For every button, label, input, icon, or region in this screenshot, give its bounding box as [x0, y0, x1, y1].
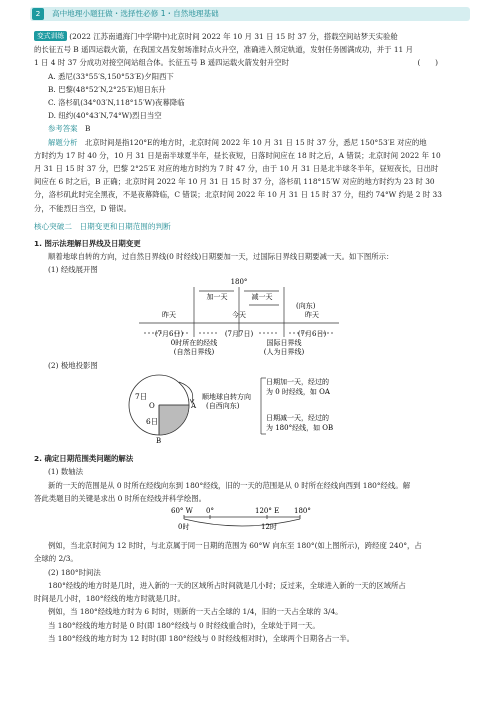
polar-right-4: 为 180°经线，如 OB	[266, 424, 334, 433]
fig1-day3b: (7月6日)	[297, 329, 327, 338]
answer-value: B	[84, 124, 91, 134]
polar-mid-2: (自西向东)	[206, 402, 240, 411]
polar-b: B	[156, 437, 162, 445]
option-a: A. 悉尼(33°55′S,150°53′E)夕阳西下	[48, 71, 174, 81]
page-content	[34, 30, 458, 645]
heading-2: 2. 确定日期范围类问题的解法	[34, 454, 134, 464]
polar-o: O	[149, 402, 155, 411]
analysis-text-4: 间应在 6 时之后，B 正确；北京时间 2022 年 10 月 31 日 15 时 37 分，洛杉矶 118°15′W 对应的地方时约为 23 时 30	[34, 177, 435, 187]
para-3a: 例如，当北京时间为 12 时时，与北京属于同一日期的范围为 60°W 向东至 180°(如上图所示)，跨经度 240°，占	[48, 541, 422, 551]
exercise-stem-2: 的长征五号 B 遥四运载火箭，在我国文昌发射场准时点火升空，准确进入预定轨道，发射任务圆满成功，并于 11 月	[34, 45, 413, 55]
axis-60w: 60° W	[171, 507, 193, 516]
fig1-label2: 国际日界线	[266, 338, 302, 347]
page-number-badge: 2	[32, 8, 44, 20]
header-title: 高中地理小题狂做・选择性必修 1・自然地理基础	[52, 9, 219, 18]
exercise-stem-3-line	[34, 56, 458, 69]
polar-diagram	[34, 372, 458, 444]
fig1-plus-label: 加一天	[206, 292, 228, 301]
exercise-stem	[34, 30, 458, 43]
analysis-text-2: 方时约为 17 时 40 分，10 月 31 日是南半球夏半年，昼长夜短，日落时间应在 18 时之后，A 错误；北京时间 2022 年 10	[34, 150, 441, 160]
subheading-2: (2) 极地投影图	[48, 360, 98, 370]
option-c: C. 洛杉矶(34°03′N,118°15′W)夜幕降临	[48, 98, 185, 108]
para-2a: 新的一天的范围是从 0 时所在经线向东到 180°经线，旧的一天的范围是从 0 时所在经线向西到 180°经线。解	[48, 480, 411, 490]
subheading-4: (2) 180°时间法	[48, 567, 101, 577]
axis-120e: 120° E	[255, 507, 280, 516]
number-line-diagram	[34, 505, 458, 535]
para-2b: 答此类题目的关键是求出 0 时所在经线并科学绘图。	[34, 493, 206, 503]
fig1-minus-label: 减一天	[251, 292, 273, 301]
fig1-day3: 昨天	[305, 310, 319, 319]
fig1-day1: 昨天	[162, 310, 176, 319]
analysis-text-6: 分，不能烈日当空，D 错误。	[34, 203, 131, 213]
polar-7day: 7日	[135, 392, 148, 402]
option-b: B. 巴黎(48°52′N,2°25′E)旭日东升	[48, 84, 166, 94]
fig1-label1: 0时所在的经线	[170, 338, 218, 347]
page-header	[0, 0, 480, 26]
polar-right-1: 日期加一天，经过的	[266, 378, 329, 387]
polar-shaded-sector	[159, 405, 189, 435]
para-4b: 时间是几小时，180°经线的地方时就是几时。	[34, 594, 185, 604]
para-4a: 180°经线的地方时是几时，进入新的一天的区域所占时间就是几小时；反过来，全球进入新的一天的区域所占	[48, 580, 406, 590]
answer-line	[34, 122, 458, 135]
para-7: 当 180°经线的地方时为 12 时时(即 180°经线与 0 时经线相对时)，全球两个日期各占一半。	[48, 633, 355, 643]
meridian-diagram	[34, 277, 458, 355]
fig1-top-label: 180°	[230, 277, 248, 286]
exercise-stem-1: 北京时间 2022 年 10 月 31 日 15 时 37 分，搭载空间站梦天实验舱	[170, 32, 398, 41]
fig1-label1b: (自然日界线)	[173, 347, 215, 355]
analysis-text-3: 月 31 日 15 时 37 分，巴黎 2°25′E 对应的地方时约为 7 时 47 分，由于 10 月 31 日是北半球冬半年，昼短夜长，日出时	[34, 164, 439, 174]
axis-12h: 12时	[261, 523, 277, 532]
polar-right-3: 日期减一天，经过的	[266, 414, 329, 423]
fig1-day2: 今天	[232, 310, 246, 319]
fig1-east-label: (向东)	[296, 301, 316, 310]
analysis-label: 解题分析	[48, 137, 78, 147]
para-3b: 全球的 2/3。	[34, 554, 78, 564]
polar-right-2: 为 0 时经线，如 OA	[266, 388, 330, 397]
polar-6day: 6日	[146, 417, 159, 427]
answer-label: 参考答案	[48, 124, 78, 134]
polar-mid-1: 顺地球自转方向	[202, 393, 251, 402]
axis-0h: 0时	[178, 523, 190, 532]
polar-a: A	[191, 402, 197, 411]
subheading-3: (1) 数轴法	[48, 467, 83, 477]
subheading-1: (1) 经线展开图	[48, 265, 98, 275]
exercise-stem-3: 1 日 4 时 37 分成功对接空间站组合体。长征五号 B 遥四运载火箭发射升空时	[34, 58, 290, 68]
heading-1: 1. 图示法理解日界线及日期变更	[34, 239, 141, 249]
para-5: 例如，当 180°经线地方时为 6 时时，则新的一天占全球的 1/4，旧的一天占全球的 3/4。	[48, 607, 343, 617]
axis-0: 0°	[206, 507, 214, 516]
fig1-label2b: (人为日界线)	[263, 347, 305, 355]
fig1-day2b: (7月7日)	[224, 329, 254, 338]
para-6: 当 180°经线的地方时是 0 时(即 180°经线与 0 时经线重合时)，全球处于同一天。	[48, 620, 320, 630]
analysis-text-5: 分，洛杉矶此时完全黑夜，不是夜幕降临，C 错误；北京时间 2022 年 10 月 31 日 15 时 37 分，纽约 74°W 约是 2 时 33	[34, 190, 442, 200]
analysis-text-1: 北京时间是指120°E的地方时，北京时间 2022 年 10 月 31 日 15 时 37 分，悉尼 150°53′E 对应的地	[84, 137, 427, 147]
fig1-day1b: (7月6日)	[154, 329, 184, 338]
option-d: D. 纽约(40°43′N,74°W)烈日当空	[48, 111, 162, 121]
axis-180: 180°	[294, 507, 311, 516]
answer-paren: ( )	[417, 58, 438, 68]
analysis-line-1	[34, 136, 458, 149]
section-title: 核心突破二 日期变更和日期范围的判断	[34, 221, 171, 231]
exercise-tag: 变式训练	[34, 31, 67, 41]
exercise-source: (2022 江苏南通海门中学期中)	[69, 32, 171, 41]
para-1: 顺着地球自转的方向，过自然日界线(0 时经线)日期要加一天，过国际日界线日期要减一天。如下图所示：	[48, 252, 394, 262]
